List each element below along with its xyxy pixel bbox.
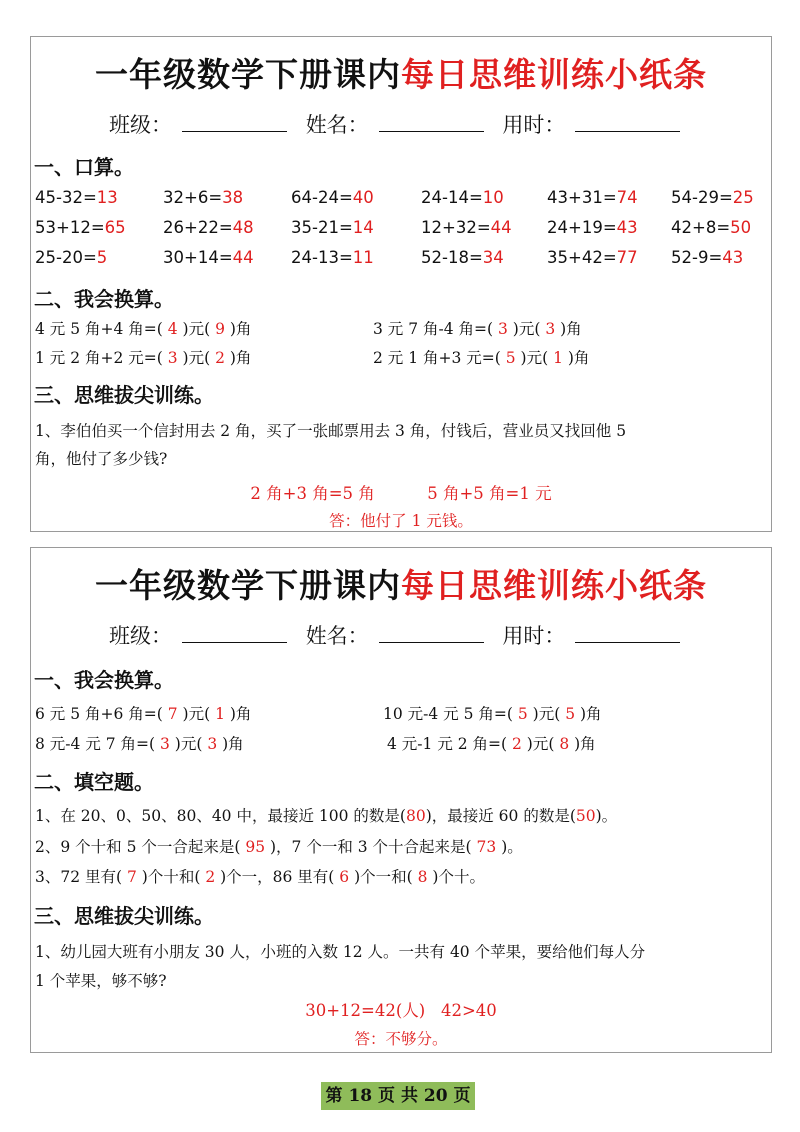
card-title xyxy=(31,49,771,96)
name-field[interactable] xyxy=(379,624,484,643)
worksheet-card-1 xyxy=(30,36,772,532)
section-heading: 一、口算。 xyxy=(34,155,134,179)
conversion-item: 1 元 2 角+2 元=( 3 )元( 2 )角 xyxy=(35,349,252,367)
calc-item: 35+42=77 xyxy=(547,248,638,267)
calc-item: 35-21=14 xyxy=(291,218,374,237)
calc-item: 32+6=38 xyxy=(163,188,244,207)
calc-item: 54-29=25 xyxy=(671,188,754,207)
answer-line: 答：他付了 1 元钱。 xyxy=(329,512,473,530)
problem-text: 1 个苹果，够不够? xyxy=(35,972,167,990)
calc-item: 24+19=43 xyxy=(547,218,638,237)
card-title xyxy=(31,560,771,607)
time-label: 用时： xyxy=(502,624,566,648)
conversion-item: 4 元-1 元 2 角=( 2 )元( 8 )角 xyxy=(387,735,596,753)
calc-item: 24-14=10 xyxy=(421,188,504,207)
calc-item: 42+8=50 xyxy=(671,218,752,237)
class-field[interactable] xyxy=(182,113,287,132)
info-row xyxy=(109,109,692,139)
calc-item: 52-18=34 xyxy=(421,248,504,267)
title-red: 每日思维训练小纸条 xyxy=(401,55,707,94)
calc-item: 64-24=40 xyxy=(291,188,374,207)
class-label: 班级： xyxy=(109,624,172,648)
solution-line: 30+12=42(人) 42>40 xyxy=(305,1001,497,1020)
calc-item: 30+14=44 xyxy=(163,248,254,267)
solution-line: 2 角+3 角=5 角 5 角+5 角=1 元 xyxy=(250,484,552,503)
name-field[interactable] xyxy=(379,113,484,132)
problem-text: 1、李伯伯买一个信封用去 2 角，买了一张邮票用去 3 角，付钱后，营业员又找回他 5 xyxy=(35,422,627,440)
info-row xyxy=(109,620,692,650)
name-label: 姓名： xyxy=(305,624,369,648)
class-field[interactable] xyxy=(182,624,287,643)
calc-item: 43+31=74 xyxy=(547,188,638,207)
time-label: 用时： xyxy=(502,113,566,137)
calc-item: 26+22=48 xyxy=(163,218,254,237)
time-field[interactable] xyxy=(575,113,680,132)
class-label: 班级： xyxy=(109,113,172,137)
answer-line: 答：不够分。 xyxy=(354,1030,448,1048)
title-red: 每日思维训练小纸条 xyxy=(401,566,707,605)
name-label: 姓名： xyxy=(305,113,369,137)
section-heading: 三、思维拔尖训练。 xyxy=(34,904,214,928)
calc-item: 53+12=65 xyxy=(35,218,126,237)
page-number: 第 18 页 共 20 页 xyxy=(321,1082,475,1110)
title-black: 一年级数学下册课内 xyxy=(95,55,401,94)
conversion-item: 8 元-4 元 7 角=( 3 )元( 3 )角 xyxy=(35,735,244,753)
problem-text: 1、幼儿园大班有小朋友 30 人，小班的入数 12 人。一共有 40 个苹果，要给他们每人分 xyxy=(35,943,646,961)
conversion-item: 6 元 5 角+6 角=( 7 )元( 1 )角 xyxy=(35,705,252,723)
fill-blank-item: 3、72 里有( 7 )个十和( 2 )个一，86 里有( 6 )个一和( 8 )个十。 xyxy=(35,868,485,886)
fill-blank-item: 2、9 个十和 5 个一合起来是( 95 )，7 个一和 3 个十合起来是( 73 )。 xyxy=(35,838,523,856)
section-heading: 三、思维拔尖训练。 xyxy=(34,383,214,407)
calc-item: 52-9=43 xyxy=(671,248,744,267)
conversion-item: 2 元 1 角+3 元=( 5 )元( 1 )角 xyxy=(373,349,590,367)
calc-item: 24-13=11 xyxy=(291,248,374,267)
time-field[interactable] xyxy=(575,624,680,643)
section-heading: 一、我会换算。 xyxy=(34,668,174,692)
fill-blank-item: 1、在 20、0、50、80、40 中，最接近 100 的数是(80)，最接近 60 的数是(50)。 xyxy=(35,807,618,825)
calc-item: 25-20=5 xyxy=(35,248,108,267)
conversion-item: 4 元 5 角+4 角=( 4 )元( 9 )角 xyxy=(35,320,252,338)
worksheet-card-2 xyxy=(30,547,772,1053)
conversion-item: 10 元-4 元 5 角=( 5 )元( 5 )角 xyxy=(383,705,602,723)
section-heading: 二、填空题。 xyxy=(34,770,154,794)
calc-item: 45-32=13 xyxy=(35,188,118,207)
title-black: 一年级数学下册课内 xyxy=(95,566,401,605)
calc-item: 12+32=44 xyxy=(421,218,512,237)
problem-text: 角，他付了多少钱? xyxy=(35,450,168,468)
conversion-item: 3 元 7 角-4 角=( 3 )元( 3 )角 xyxy=(373,320,582,338)
section-heading: 二、我会换算。 xyxy=(34,287,174,311)
